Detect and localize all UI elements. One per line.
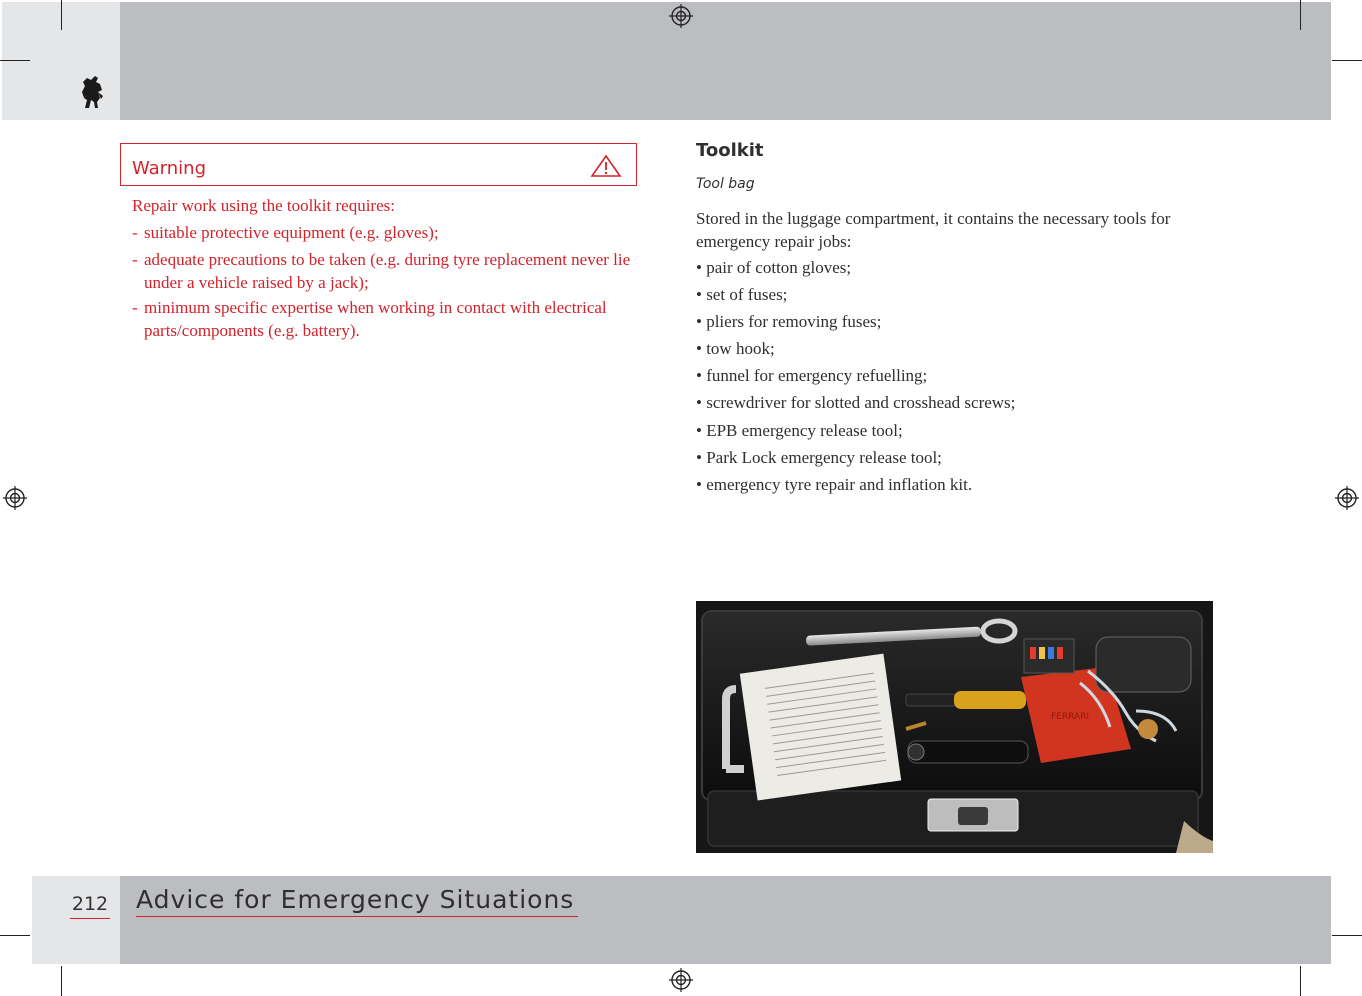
crop-mark	[1300, 966, 1301, 996]
toolkit-item-text: pliers for removing fuses;	[706, 312, 882, 331]
toolkit-description: Stored in the luggage compartment, it contains the necessary tools for emergency repair jobs:	[696, 209, 1171, 251]
toolkit-list-item	[696, 283, 787, 306]
toolkit-list-item	[696, 419, 903, 442]
bullet-mark: •	[696, 366, 702, 385]
prancing-horse-icon	[76, 72, 106, 112]
warning-intro: Repair work using the toolkit requires:	[132, 196, 395, 215]
list-dash: -	[132, 250, 138, 269]
toolkit-item-text: funnel for emergency refuelling;	[706, 366, 928, 385]
bullet-mark: •	[696, 285, 702, 304]
crop-mark	[1332, 935, 1362, 936]
list-dash: -	[132, 223, 138, 242]
crop-mark	[0, 935, 30, 936]
toolkit-list-item	[696, 364, 927, 387]
toolkit-item-text: emergency tyre repair and inflation kit.	[706, 475, 973, 494]
crop-mark	[61, 0, 62, 30]
crop-mark	[61, 966, 62, 996]
registration-mark-top	[669, 4, 693, 28]
toolkit-list-item	[696, 256, 851, 279]
toolkit-heading: Toolkit	[696, 140, 764, 161]
tool-bag-subheading: Tool bag	[696, 176, 755, 192]
toolkit-photo-illustration	[696, 601, 1213, 853]
list-dash: -	[132, 298, 138, 317]
toolkit-item-text: Park Lock emergency release tool;	[706, 448, 942, 467]
bullet-mark: •	[696, 393, 702, 412]
bag-label: FERRARI	[1051, 712, 1090, 722]
bullet-mark: •	[696, 421, 702, 440]
bullet-mark: •	[696, 448, 702, 467]
registration-mark-bottom	[669, 968, 693, 992]
page-number: 212	[70, 892, 110, 919]
bullet-mark: •	[696, 258, 702, 277]
footer-light-band	[32, 876, 120, 964]
warning-item-text: adequate precautions to be taken (e.g. during tyre replacement never lie under a vehicle raised by a jack);	[144, 250, 631, 292]
warning-title: Warning	[132, 158, 207, 179]
toolkit-item-text: tow hook;	[706, 339, 775, 358]
warning-item-text: suitable protective equipment (e.g. gloves);	[144, 223, 439, 242]
registration-mark-left	[3, 486, 27, 510]
crop-mark	[0, 60, 30, 61]
toolkit-list-item	[696, 391, 1015, 414]
crop-mark	[1332, 60, 1362, 61]
toolkit-photo	[696, 601, 1213, 853]
registration-mark-right	[1335, 486, 1359, 510]
toolkit-item-text: set of fuses;	[706, 285, 788, 304]
warning-item-text: minimum specific expertise when working in contact with electrical parts/components (e.g. battery).	[144, 298, 607, 340]
bullet-mark: •	[696, 475, 702, 494]
section-title: Advice for Emergency Situations	[136, 884, 578, 917]
crop-mark	[1300, 0, 1301, 30]
toolkit-list-item	[696, 310, 881, 333]
toolkit-item-text: pair of cotton gloves;	[706, 258, 852, 277]
bullet-mark: •	[696, 312, 702, 331]
bullet-mark: •	[696, 339, 702, 358]
toolkit-item-text: EPB emergency release tool;	[706, 421, 903, 440]
toolkit-list-item	[696, 337, 775, 360]
toolkit-item-text: screwdriver for slotted and crosshead screws;	[706, 393, 1016, 412]
toolkit-list-item	[696, 446, 942, 469]
toolkit-list-item	[696, 473, 972, 496]
header-dark-band	[120, 2, 1331, 120]
warning-triangle-icon	[590, 154, 622, 178]
